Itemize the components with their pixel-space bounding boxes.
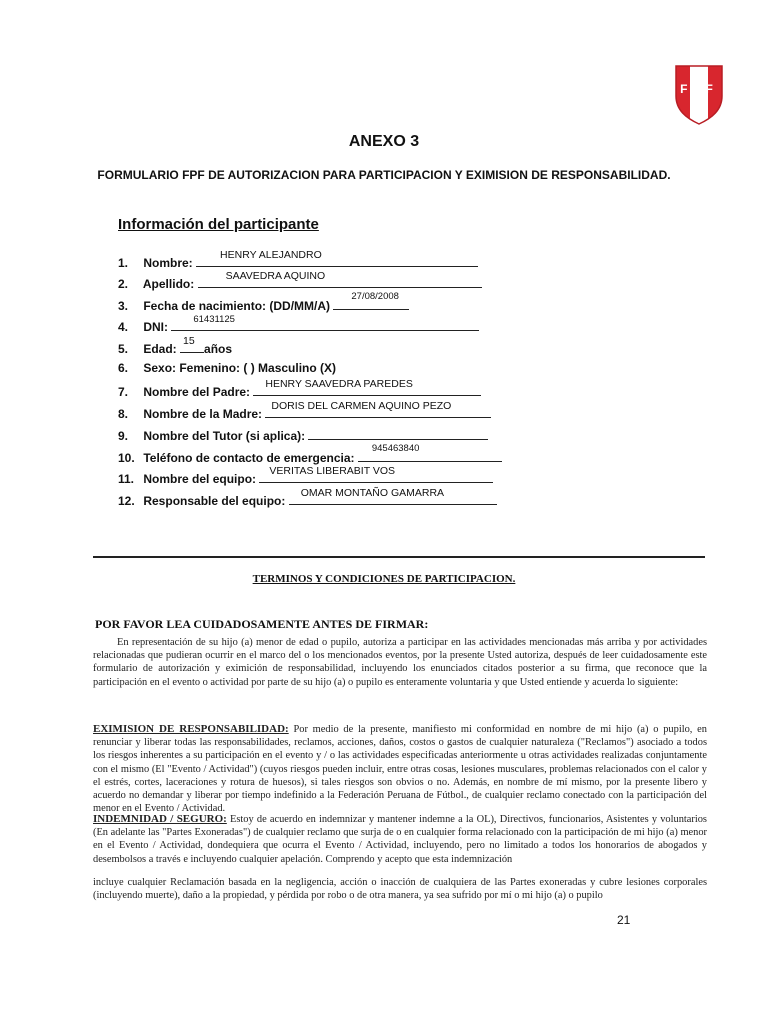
field-age: [118, 335, 233, 358]
field-number: 10.: [118, 451, 135, 465]
father-name-input[interactable]: [253, 378, 481, 396]
field-number: 6.: [118, 361, 129, 375]
field-label: Nombre:: [143, 256, 193, 270]
field-value: 15: [183, 335, 195, 347]
field-label: Teléfono de contacto de emergencia:: [143, 451, 355, 465]
field-team-manager: [118, 487, 497, 510]
field-number: 1.: [118, 256, 129, 270]
exemption-paragraph: [93, 723, 707, 815]
field-number: 2.: [118, 277, 129, 291]
field-value: VERITAS LIBERABIT VOS: [269, 465, 396, 477]
field-father-name: [118, 378, 481, 401]
field-label: Nombre de la Madre:: [143, 407, 263, 421]
field-value: 61431125: [193, 314, 235, 325]
field-label: Nombre del equipo:: [143, 472, 257, 486]
field-surname: [118, 270, 482, 293]
surname-input[interactable]: [198, 270, 482, 288]
intro-paragraph: En representación de su hijo (a) menor de edad o pupilo, autoriza a participar en las actividades mencionadas más arriba y por actividades relacionadas que pudieran ocurrir en el marco del o los mencionados eventos, por la presente Usted autoriza, después de leer cuidadosamente este formulario de autorización y eximición de responsabilidad, incluyendo los enunciados citados posterior a su firma, que reconoce que la participación en el evento o actividad por parte de su hijo (a) o pupilo es enteramente voluntaria y que Usted entiende y acuerda lo siguiente:: [93, 637, 707, 688]
field-dni: [118, 314, 479, 336]
field-label: Responsable del equipo:: [143, 494, 286, 508]
field-sex: [118, 361, 336, 379]
indemnity-heading: INDEMNIDAD / SEGURO:: [93, 813, 227, 825]
field-number: 9.: [118, 429, 129, 443]
field-number: 8.: [118, 407, 129, 421]
field-number: 3.: [118, 299, 129, 313]
form-title: FORMULARIO FPF DE AUTORIZACION PARA PARTICIPACION Y EXIMISION DE RESPONSABILIDAD.: [97, 168, 671, 182]
field-number: 5.: [118, 342, 129, 356]
field-team-name: [118, 465, 493, 488]
emergency-phone-input[interactable]: [358, 443, 502, 462]
field-tutor-name: [118, 427, 488, 445]
mother-name-input[interactable]: [265, 400, 491, 418]
field-number: 11.: [118, 472, 135, 486]
indemnity-text: Estoy de acuerdo en indemnizar y mantener indemne a la OL), Directivos, funcionarios, Asistentes y voluntarios (En adelante las "Partes Exoneradas") de cualquier reclamo que surja de o en cualquier forma relacionado con la participación de mi hijo (a) menor en el Evento / Actividad, dondequiera que ocurra el Evento / Actividad, incluyendo, pero no limitado a todos los honorarios de abogados y desembolsos a través e incluyendo cualquier apelación. Comprendo y acepto que esta indemnización: [93, 814, 707, 865]
field-value: 945463840: [371, 443, 420, 454]
field-number: 4.: [118, 320, 129, 334]
field-value: DORIS DEL CARMEN AQUINO PEZO: [271, 400, 452, 412]
page-number: 21: [617, 913, 631, 927]
field-number: 12.: [118, 494, 135, 508]
field-value: HENRY SAAVEDRA PAREDES: [265, 378, 413, 390]
field-mother-name: [118, 400, 491, 423]
exemption-heading: EXIMISION DE RESPONSABILIDAD:: [93, 723, 289, 735]
field-value: SAAVEDRA AQUINO: [225, 270, 326, 282]
indemnity-paragraph-continued: incluye cualquier Reclamación basada en la negligencia, acción o inacción de cualquiera de las Partes exoneradas y cubre lesiones corporales (incluyendo muerte), daño a la propiedad, y pérdida por robo o de otra manera, ya sea sufrido por mí o mi hijo (a) o pupilo: [93, 877, 707, 902]
terms-title: TERMINOS Y CONDICIONES DE PARTICIPACION.: [252, 573, 516, 585]
annex-title: ANEXO 3: [348, 133, 420, 150]
field-label: Apellido:: [142, 277, 195, 291]
name-input[interactable]: [196, 249, 478, 267]
field-value: OMAR MONTAÑO GAMARRA: [300, 487, 445, 499]
field-number: 7.: [118, 385, 129, 399]
read-warning: POR FAVOR LEA CUIDADOSAMENTE ANTES DE FIRMAR:: [95, 617, 429, 631]
field-label: Nombre del Tutor (si aplica):: [143, 429, 306, 443]
field-label: Fecha de nacimiento: (DD/MM/A): [143, 299, 331, 313]
field-label: DNI:: [143, 320, 169, 334]
field-value: 27/08/2008: [351, 291, 399, 302]
tutor-name-input[interactable]: [308, 427, 488, 440]
section-divider: [93, 556, 705, 558]
birthdate-input[interactable]: [333, 291, 409, 310]
exemption-text: Por medio de la presente, manifiesto mi conformidad en nombre de mi hijo (a) o pupilo, en renunciar y liberar todas las responsabilidades, reclamos, acciones, daños, costos o gastos de cualquier naturaleza ("Reclamos") asociado a todos los riesgos inherentes a su participación en el evento y / o las actividades especificadas anteriormente u otras actividades realizadas conjuntamente con el mismo (El "Evento / Actividad") (cuyos riesgos pueden incluir, entre otras cosas, lesiones musculares, problemas relacionados con el calor y el estrés, cortes, laceraciones y rotura de huesos), si tales riesgos son obvios o no. Además, en nombre de mí mismo, por la presente libero y acuerdo no demandar y liberar por tiempo indefinido a la Federación Peruana de Fútbol., de cualquier reclamo conectado con la participación del menor en el Evento / Actividad.: [93, 724, 707, 815]
field-label: Nombre del Padre:: [143, 385, 251, 399]
dni-input[interactable]: [171, 314, 479, 331]
field-label: Sexo: Femenino: ( ) Masculino (X): [143, 361, 337, 375]
team-manager-input[interactable]: [289, 487, 497, 505]
indemnity-paragraph: [93, 813, 707, 866]
team-name-input[interactable]: [259, 465, 493, 483]
field-value: HENRY ALEJANDRO: [220, 249, 322, 261]
field-birthdate: [118, 291, 409, 315]
logo-text: FPF: [680, 82, 718, 96]
field-label: Edad:: [143, 342, 177, 356]
age-suffix: años: [204, 342, 233, 356]
participant-section-heading: Información del participante: [118, 216, 319, 233]
fpf-logo: [670, 62, 728, 126]
age-input[interactable]: [180, 335, 204, 353]
